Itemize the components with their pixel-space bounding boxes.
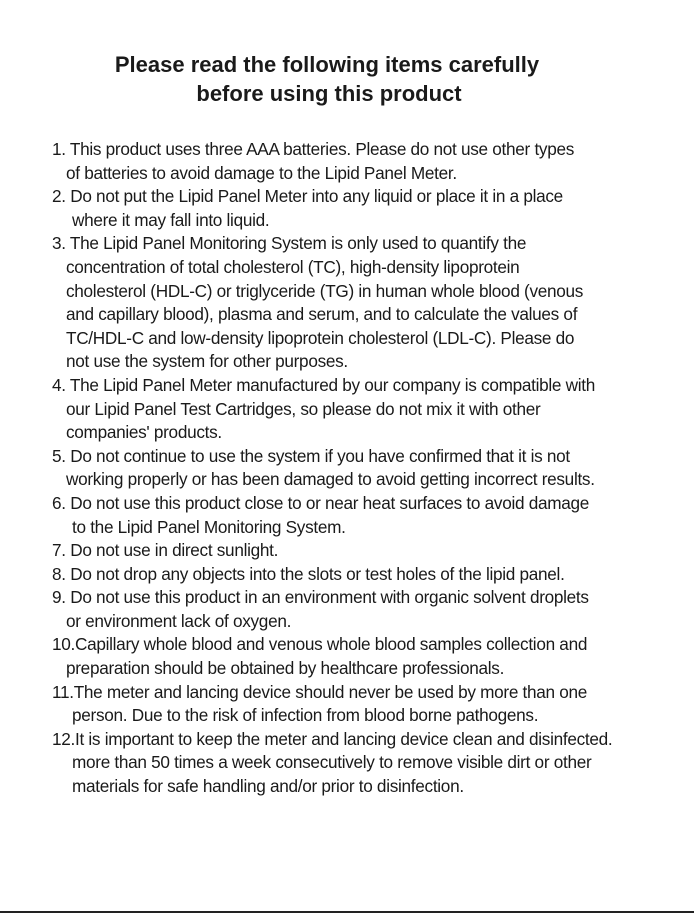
precaution-item (52, 138, 692, 185)
item-line: working properly or has been damaged to avoid getting incorrect results. (66, 469, 595, 490)
item-line: person. Due to the risk of infection from blood borne pathogens. (72, 705, 539, 726)
title-line-1: Please read the following items carefully (114, 52, 540, 77)
item-line: 3. The Lipid Panel Monitoring System is only used to quantify the (52, 233, 527, 254)
precaution-item (52, 633, 692, 680)
item-line: 7. Do not use in direct sunlight. (52, 540, 279, 561)
precaution-item (52, 492, 692, 539)
item-line: 5. Do not continue to use the system if you have confirmed that it is not (52, 445, 570, 466)
item-line: 12.It is important to keep the meter and lancing device clean and disinfected. (52, 728, 613, 749)
item-line: 9. Do not use this product in an environment with organic solvent droplets (52, 587, 589, 608)
precaution-item (52, 185, 692, 232)
item-line: where it may fall into liquid. (72, 209, 270, 230)
item-line: 1. This product uses three AAA batteries. Please do not use other types (52, 139, 575, 159)
precaution-item (52, 445, 692, 492)
item-line: cholesterol (HDL-C) or triglyceride (TG) in human whole blood (venous (66, 280, 584, 301)
item-line: to the Lipid Panel Monitoring System. (72, 516, 346, 537)
item-line: our Lipid Panel Test Cartridges, so please do not mix it with other (66, 398, 541, 419)
item-line: 2. Do not put the Lipid Panel Meter into any liquid or place it in a place (52, 186, 563, 207)
item-line: 8. Do not drop any objects into the slots or test holes of the lipid panel. (52, 563, 565, 584)
item-line: 6. Do not use this product close to or near heat surfaces to avoid damage (52, 492, 590, 513)
item-line: or environment lack of oxygen. (66, 610, 292, 631)
item-line: 11.The meter and lancing device should never be used by more than one (52, 681, 588, 702)
item-line: 4. The Lipid Panel Meter manufactured by our company is compatible with (52, 374, 596, 395)
item-line: of batteries to avoid damage to the Lipid Panel Meter. (66, 162, 457, 183)
page-title (0, 50, 694, 108)
item-line: more than 50 times a week consecutively to remove visible dirt or other (72, 752, 592, 773)
item-line: concentration of total cholesterol (TC), high-density lipoprotein (66, 256, 520, 277)
bottom-divider (0, 911, 694, 913)
item-line: preparation should be obtained by healthcare professionals. (66, 658, 505, 679)
item-line: 10.Capillary whole blood and venous whole blood samples collection and (52, 634, 588, 655)
precaution-item (52, 586, 692, 633)
precaution-item (52, 681, 692, 728)
precaution-item (52, 563, 692, 587)
title-line-2: before using this product (196, 81, 462, 106)
item-line: materials for safe handling and/or prior to disinfection. (72, 776, 464, 797)
item-line: companies' products. (66, 422, 222, 443)
item-line: not use the system for other purposes. (66, 351, 348, 372)
precaution-item (52, 232, 692, 374)
precaution-item (52, 728, 692, 799)
item-line: TC/HDL-C and low-density lipoprotein cholesterol (LDL-C). Please do (66, 327, 575, 348)
precaution-item (52, 539, 692, 563)
item-line: and capillary blood), plasma and serum, and to calculate the values of (66, 304, 578, 325)
precautions-list (52, 138, 692, 799)
precaution-item (52, 374, 692, 445)
